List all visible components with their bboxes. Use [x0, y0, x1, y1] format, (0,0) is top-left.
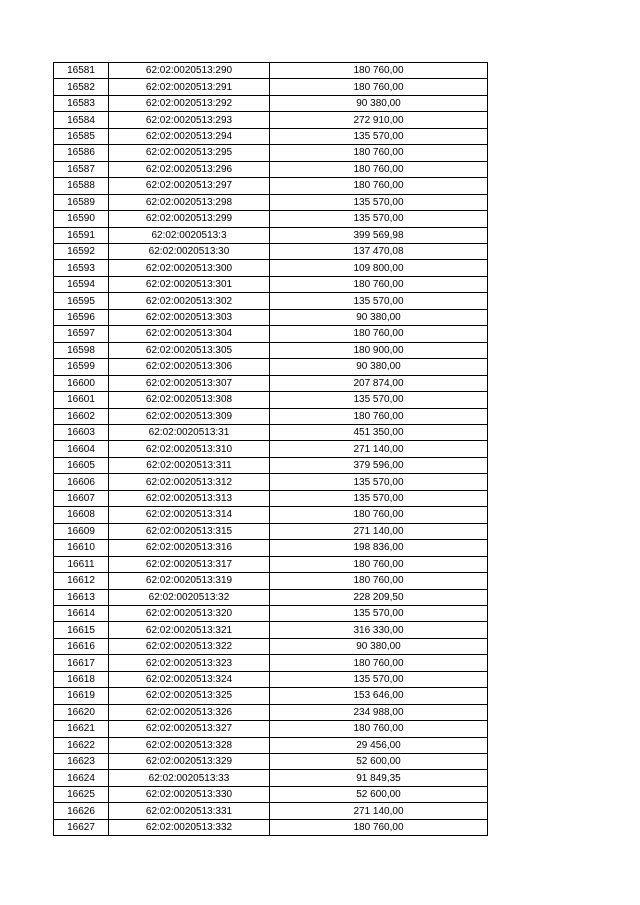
- row-number-cell: 16611: [54, 556, 109, 572]
- cadastral-value-cell: 198 836,00: [270, 540, 488, 556]
- row-number-cell: 16610: [54, 540, 109, 556]
- cadastral-value-cell: 399 569,98: [270, 227, 488, 243]
- cadastral-value-cell: 180 760,00: [270, 556, 488, 572]
- cadastral-value-cell: 207 874,00: [270, 375, 488, 391]
- cadastral-value-cell: 234 988,00: [270, 704, 488, 720]
- row-number-cell: 16592: [54, 243, 109, 259]
- cadastral-value-cell: 180 760,00: [270, 178, 488, 194]
- table-row: [54, 227, 488, 243]
- cadastral-value-cell: 91 849,35: [270, 770, 488, 786]
- table-row: [54, 293, 488, 309]
- cadastral-value-cell: 135 570,00: [270, 605, 488, 621]
- row-number-cell: 16608: [54, 507, 109, 523]
- row-number-cell: 16622: [54, 737, 109, 753]
- cadastral-number-cell: 62:02:0020513:304: [109, 326, 270, 342]
- table-row: [54, 408, 488, 424]
- table-row: [54, 309, 488, 325]
- row-number-cell: 16609: [54, 523, 109, 539]
- row-number-cell: 16599: [54, 359, 109, 375]
- cadastral-value-cell: 52 600,00: [270, 754, 488, 770]
- row-number-cell: 16605: [54, 457, 109, 473]
- table-row: [54, 342, 488, 358]
- table-row: [54, 424, 488, 440]
- table-row: [54, 243, 488, 259]
- cadastral-value-cell: 180 760,00: [270, 326, 488, 342]
- cadastral-number-cell: 62:02:0020513:295: [109, 145, 270, 161]
- cadastral-number-cell: 62:02:0020513:30: [109, 243, 270, 259]
- row-number-cell: 16617: [54, 655, 109, 671]
- cadastral-number-cell: 62:02:0020513:31: [109, 424, 270, 440]
- cadastral-value-cell: 135 570,00: [270, 671, 488, 687]
- table-row: [54, 605, 488, 621]
- cadastral-value-cell: 180 760,00: [270, 507, 488, 523]
- row-number-cell: 16586: [54, 145, 109, 161]
- cadastral-number-cell: 62:02:0020513:290: [109, 63, 270, 79]
- row-number-cell: 16625: [54, 786, 109, 802]
- cadastral-number-cell: 62:02:0020513:293: [109, 112, 270, 128]
- cadastral-value-cell: 180 900,00: [270, 342, 488, 358]
- cadastral-number-cell: 62:02:0020513:307: [109, 375, 270, 391]
- table-row: [54, 754, 488, 770]
- row-number-cell: 16589: [54, 194, 109, 210]
- table-row: [54, 95, 488, 111]
- cadastral-number-cell: 62:02:0020513:327: [109, 721, 270, 737]
- cadastral-value-cell: 153 646,00: [270, 688, 488, 704]
- table-row: [54, 260, 488, 276]
- cadastral-value-cell: 180 760,00: [270, 655, 488, 671]
- cadastral-number-cell: 62:02:0020513:319: [109, 573, 270, 589]
- cadastral-number-cell: 62:02:0020513:330: [109, 786, 270, 802]
- cadastral-number-cell: 62:02:0020513:297: [109, 178, 270, 194]
- row-number-cell: 16620: [54, 704, 109, 720]
- cadastral-value-cell: 135 570,00: [270, 474, 488, 490]
- cadastral-value-cell: 180 760,00: [270, 63, 488, 79]
- table-row: [54, 540, 488, 556]
- table-row: [54, 589, 488, 605]
- cadastral-value-cell: 180 760,00: [270, 145, 488, 161]
- table-row: [54, 79, 488, 95]
- cadastral-number-cell: 62:02:0020513:321: [109, 622, 270, 638]
- cadastral-number-cell: 62:02:0020513:332: [109, 819, 270, 835]
- table-row: [54, 112, 488, 128]
- row-number-cell: 16604: [54, 441, 109, 457]
- row-number-cell: 16583: [54, 95, 109, 111]
- table-row: [54, 803, 488, 819]
- cadastral-number-cell: 62:02:0020513:312: [109, 474, 270, 490]
- cadastral-number-cell: 62:02:0020513:329: [109, 754, 270, 770]
- cadastral-value-cell: 52 600,00: [270, 786, 488, 802]
- cadastral-value-cell: 379 596,00: [270, 457, 488, 473]
- table-row: [54, 161, 488, 177]
- table-row: [54, 128, 488, 144]
- row-number-cell: 16626: [54, 803, 109, 819]
- table-row: [54, 573, 488, 589]
- table-row: [54, 375, 488, 391]
- cadastral-value-cell: 180 760,00: [270, 408, 488, 424]
- table-row: [54, 194, 488, 210]
- row-number-cell: 16614: [54, 605, 109, 621]
- table-row: [54, 457, 488, 473]
- table-row: [54, 178, 488, 194]
- cadastral-number-cell: 62:02:0020513:317: [109, 556, 270, 572]
- table-row: [54, 507, 488, 523]
- row-number-cell: 16595: [54, 293, 109, 309]
- cadastral-number-cell: 62:02:0020513:310: [109, 441, 270, 457]
- cadastral-number-cell: 62:02:0020513:308: [109, 392, 270, 408]
- cadastral-value-cell: 271 140,00: [270, 523, 488, 539]
- cadastral-value-table: [53, 62, 488, 836]
- cadastral-number-cell: 62:02:0020513:32: [109, 589, 270, 605]
- table-row: [54, 819, 488, 835]
- cadastral-number-cell: 62:02:0020513:320: [109, 605, 270, 621]
- table-row: [54, 655, 488, 671]
- cadastral-value-cell: 135 570,00: [270, 490, 488, 506]
- cadastral-value-cell: 180 760,00: [270, 276, 488, 292]
- cadastral-value-cell: 135 570,00: [270, 194, 488, 210]
- cadastral-value-cell: 180 760,00: [270, 573, 488, 589]
- table-row: [54, 770, 488, 786]
- row-number-cell: 16582: [54, 79, 109, 95]
- cadastral-value-cell: 180 760,00: [270, 721, 488, 737]
- cadastral-number-cell: 62:02:0020513:300: [109, 260, 270, 276]
- table-row: [54, 392, 488, 408]
- cadastral-number-cell: 62:02:0020513:324: [109, 671, 270, 687]
- row-number-cell: 16627: [54, 819, 109, 835]
- cadastral-number-cell: 62:02:0020513:316: [109, 540, 270, 556]
- row-number-cell: 16621: [54, 721, 109, 737]
- cadastral-value-cell: 451 350,00: [270, 424, 488, 440]
- cadastral-number-cell: 62:02:0020513:301: [109, 276, 270, 292]
- table-row: [54, 276, 488, 292]
- cadastral-number-cell: 62:02:0020513:326: [109, 704, 270, 720]
- table-row: [54, 737, 488, 753]
- table-row: [54, 786, 488, 802]
- table-row: [54, 326, 488, 342]
- row-number-cell: 16590: [54, 211, 109, 227]
- cadastral-value-cell: 316 330,00: [270, 622, 488, 638]
- table-row: [54, 688, 488, 704]
- table-row: [54, 359, 488, 375]
- cadastral-value-cell: 180 760,00: [270, 819, 488, 835]
- cadastral-number-cell: 62:02:0020513:311: [109, 457, 270, 473]
- table-row: [54, 671, 488, 687]
- table-body: [54, 63, 488, 836]
- table-row: [54, 211, 488, 227]
- cadastral-value-cell: 109 800,00: [270, 260, 488, 276]
- table-row: [54, 556, 488, 572]
- row-number-cell: 16585: [54, 128, 109, 144]
- cadastral-value-cell: 29 456,00: [270, 737, 488, 753]
- cadastral-number-cell: 62:02:0020513:323: [109, 655, 270, 671]
- cadastral-number-cell: 62:02:0020513:291: [109, 79, 270, 95]
- table-row: [54, 490, 488, 506]
- row-number-cell: 16613: [54, 589, 109, 605]
- table-row: [54, 638, 488, 654]
- table-row: [54, 523, 488, 539]
- cadastral-value-cell: 135 570,00: [270, 293, 488, 309]
- cadastral-number-cell: 62:02:0020513:315: [109, 523, 270, 539]
- cadastral-number-cell: 62:02:0020513:314: [109, 507, 270, 523]
- row-number-cell: 16591: [54, 227, 109, 243]
- row-number-cell: 16598: [54, 342, 109, 358]
- cadastral-number-cell: 62:02:0020513:313: [109, 490, 270, 506]
- cadastral-value-cell: 272 910,00: [270, 112, 488, 128]
- cadastral-value-cell: 135 570,00: [270, 128, 488, 144]
- cadastral-number-cell: 62:02:0020513:3: [109, 227, 270, 243]
- table-row: [54, 721, 488, 737]
- cadastral-number-cell: 62:02:0020513:292: [109, 95, 270, 111]
- table-row: [54, 63, 488, 79]
- cadastral-number-cell: 62:02:0020513:294: [109, 128, 270, 144]
- cadastral-value-cell: 180 760,00: [270, 161, 488, 177]
- cadastral-number-cell: 62:02:0020513:331: [109, 803, 270, 819]
- row-number-cell: 16601: [54, 392, 109, 408]
- row-number-cell: 16616: [54, 638, 109, 654]
- row-number-cell: 16588: [54, 178, 109, 194]
- cadastral-number-cell: 62:02:0020513:299: [109, 211, 270, 227]
- cadastral-number-cell: 62:02:0020513:306: [109, 359, 270, 375]
- cadastral-number-cell: 62:02:0020513:296: [109, 161, 270, 177]
- row-number-cell: 16624: [54, 770, 109, 786]
- cadastral-value-cell: 228 209,50: [270, 589, 488, 605]
- table-row: [54, 474, 488, 490]
- cadastral-value-cell: 90 380,00: [270, 95, 488, 111]
- row-number-cell: 16603: [54, 424, 109, 440]
- cadastral-value-cell: 271 140,00: [270, 441, 488, 457]
- cadastral-value-cell: 90 380,00: [270, 359, 488, 375]
- row-number-cell: 16584: [54, 112, 109, 128]
- row-number-cell: 16593: [54, 260, 109, 276]
- cadastral-number-cell: 62:02:0020513:303: [109, 309, 270, 325]
- row-number-cell: 16615: [54, 622, 109, 638]
- cadastral-number-cell: 62:02:0020513:33: [109, 770, 270, 786]
- cadastral-number-cell: 62:02:0020513:309: [109, 408, 270, 424]
- row-number-cell: 16612: [54, 573, 109, 589]
- row-number-cell: 16597: [54, 326, 109, 342]
- row-number-cell: 16600: [54, 375, 109, 391]
- row-number-cell: 16594: [54, 276, 109, 292]
- cadastral-value-cell: 180 760,00: [270, 79, 488, 95]
- table-row: [54, 441, 488, 457]
- cadastral-number-cell: 62:02:0020513:302: [109, 293, 270, 309]
- table-row: [54, 704, 488, 720]
- table-row: [54, 145, 488, 161]
- cadastral-value-cell: 137 470,08: [270, 243, 488, 259]
- cadastral-value-cell: 90 380,00: [270, 309, 488, 325]
- cadastral-number-cell: 62:02:0020513:325: [109, 688, 270, 704]
- cadastral-value-cell: 135 570,00: [270, 211, 488, 227]
- cadastral-number-cell: 62:02:0020513:328: [109, 737, 270, 753]
- table-row: [54, 622, 488, 638]
- row-number-cell: 16602: [54, 408, 109, 424]
- cadastral-number-cell: 62:02:0020513:298: [109, 194, 270, 210]
- row-number-cell: 16623: [54, 754, 109, 770]
- row-number-cell: 16606: [54, 474, 109, 490]
- row-number-cell: 16581: [54, 63, 109, 79]
- cadastral-value-cell: 90 380,00: [270, 638, 488, 654]
- cadastral-value-cell: 135 570,00: [270, 392, 488, 408]
- cadastral-number-cell: 62:02:0020513:305: [109, 342, 270, 358]
- row-number-cell: 16618: [54, 671, 109, 687]
- cadastral-value-cell: 271 140,00: [270, 803, 488, 819]
- row-number-cell: 16619: [54, 688, 109, 704]
- cadastral-number-cell: 62:02:0020513:322: [109, 638, 270, 654]
- row-number-cell: 16607: [54, 490, 109, 506]
- row-number-cell: 16587: [54, 161, 109, 177]
- row-number-cell: 16596: [54, 309, 109, 325]
